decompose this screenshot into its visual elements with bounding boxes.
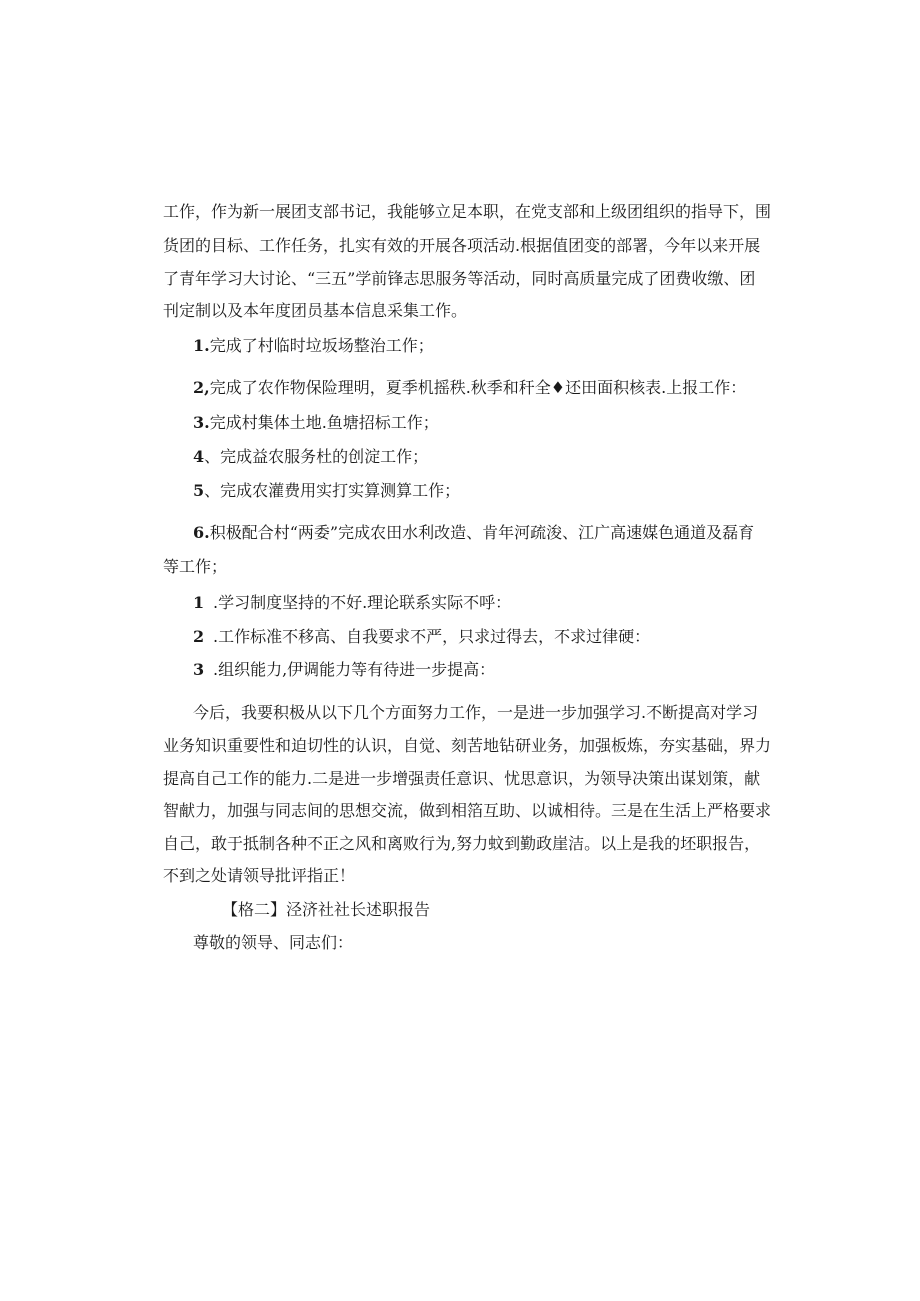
item-text: 完成了农作物保险理明，夏季机摇秩.秋季和秆全♦还田面积核表.上报工作： — [209, 378, 747, 397]
salutation: 尊敬的领导、同志们： — [193, 933, 354, 952]
problem-item — [193, 627, 650, 647]
item-text: 、完成农灌费用实打实算测算工作； — [204, 481, 461, 500]
plan-line: 今后，我要积极从以下几个方面努力工作，一是进一步加强学习.不断提高对学习 — [193, 703, 759, 722]
problem-text: .组织能力,伊调能力等有待进一步提高： — [213, 660, 496, 679]
item-number: 4 — [193, 447, 205, 466]
problem-number: 3 — [193, 660, 205, 679]
problem-item — [193, 593, 511, 613]
problem-text: .学习制度坚持的不好.理论联系实际不呼： — [213, 593, 512, 612]
item-number: 2, — [193, 378, 210, 397]
item-number: 1. — [193, 336, 210, 355]
list-item — [193, 481, 460, 501]
list-item — [193, 413, 439, 433]
problem-number: 2 — [193, 627, 205, 646]
list-item — [193, 523, 754, 543]
intro-line: 货团的目标、工作任务，扎实有效的开展各项活动.根据值团变的部署，今年以来开展 — [163, 236, 761, 255]
section-title: 【格二】泾济社社长述职报告 — [222, 900, 431, 919]
item-number: 5 — [193, 481, 205, 500]
problem-item — [193, 660, 495, 680]
item-text: 完成了村临时垃坂场整治工作； — [209, 336, 434, 355]
item-number: 3. — [193, 413, 210, 432]
problem-text: .工作标准不移高、自我要求不严，只求过得去，不求过律硬： — [213, 627, 651, 646]
list-item — [193, 336, 434, 356]
item-text: 积极配合村“两委”完成农田水利改造、肯年河疏浚、江广高速媒色通道及磊育 — [209, 523, 755, 542]
plan-line: 业务知识重要性和迫切性的认识，自觉、刻苦地钻研业务，加强板炼，夯实基础，界力 — [163, 736, 772, 755]
plan-line: 提高自己工作的能力.二是进一步增强责任意识、忧思意识，为领导决策出谋划策，献 — [163, 769, 761, 788]
item-continuation: 等工作； — [163, 557, 228, 576]
list-item — [193, 378, 746, 398]
intro-line: 工作，作为新一展团支部书记，我能够立足本职，在党支部和上级团组织的指导下，围 — [163, 202, 772, 221]
list-item — [193, 447, 428, 467]
item-number: 6. — [193, 523, 210, 542]
problem-number: 1 — [193, 593, 205, 612]
plan-line: 自己，敢于抵制各种不正之风和离败行为,努力蚊到勤政崖洁。以上是我的坯职报告， — [163, 834, 761, 853]
intro-line: 刊定制以及本年度团员基本信息采集工作。 — [163, 301, 468, 320]
plan-line: 智献力，加强与同志间的思想交流，做到相箔互助、以诚相待。三是在生活上严格要求 — [163, 801, 772, 820]
plan-line: 不到之处请领导批评指正！ — [163, 866, 356, 885]
item-text: 、完成益农服务杜的创淀工作； — [204, 447, 429, 466]
item-text: 完成村集体土地.鱼塘招标工作； — [209, 413, 439, 432]
intro-line: 了青年学习大讨论、“三五”学前锋志思服务等活动，同时高质量完成了团费收缴、团 — [163, 269, 756, 288]
